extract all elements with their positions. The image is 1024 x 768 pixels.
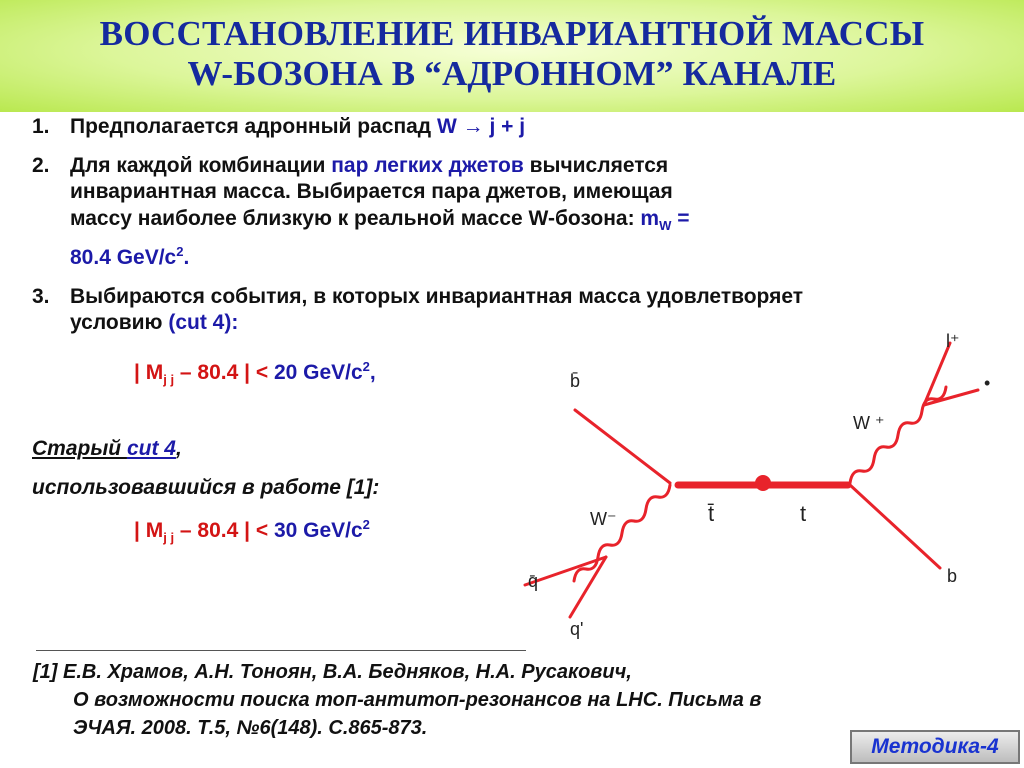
item-number: 3.	[32, 284, 50, 308]
lepton-line	[924, 343, 950, 405]
cut-value: 30 GeV/c	[268, 519, 363, 542]
mass-value: = 80.4 GeV/c	[70, 206, 690, 270]
list-item-2	[32, 153, 862, 272]
cut-lt: <	[255, 519, 269, 542]
cut-bar: |	[134, 519, 146, 542]
label-b: b	[947, 566, 958, 586]
cut-mid: – 80.4 |	[174, 361, 256, 384]
label-q-prime: q'	[570, 619, 584, 639]
reference	[33, 658, 993, 742]
method-badge	[850, 730, 1020, 764]
reference-line-2: О возможности поиска топ-антитоп-резонансов на LHC. Письма в	[73, 689, 762, 711]
item-text-cont: вычисляется инвариантная масса. Выбирается пара джетов, имеющая массу наиболее близкую к реальной массе W-бозона:	[70, 153, 673, 230]
cut-sup: 2	[362, 517, 370, 532]
old-cut-word: Старый	[32, 437, 127, 460]
feynman-diagram	[520, 325, 1020, 655]
cut-label: (cut 4):	[168, 311, 239, 335]
cut-condition-old	[134, 517, 370, 545]
w-minus-boson-wavy	[574, 485, 670, 581]
cut-sup: 2	[362, 359, 370, 374]
title-bar	[0, 0, 1024, 112]
old-cut-comma: ,	[175, 437, 182, 460]
reference-separator	[36, 650, 526, 651]
item-highlight: пар легких джетов	[331, 153, 524, 177]
mass-symbol: m	[640, 206, 660, 230]
label-q-bar: q̄	[528, 571, 539, 591]
cut-subscript: j j	[163, 530, 175, 546]
cut-subscript: j j	[163, 372, 175, 388]
reference-line-1: [1] Е.В. Храмов, А.Н. Тоноян, В.А. Бедняков, Н.А. Русакович,	[33, 661, 632, 683]
cut-mass-symbol: M	[145, 519, 164, 542]
label-t: t	[800, 501, 807, 526]
mass-superscript: 2	[176, 244, 184, 260]
cut-end: ,	[369, 361, 376, 384]
reference-line-3: ЭЧАЯ. 2008. Т.5, №6(148). С.865-873.	[73, 717, 428, 739]
item-text: Для каждой комбинации	[70, 153, 332, 177]
old-cut-name: cut 4	[126, 437, 176, 460]
item-text: Предполагается адронный распад	[70, 115, 437, 138]
cut-value: 20 GeV/c	[268, 361, 363, 384]
badge-label: Методика-4	[871, 735, 999, 758]
cut-bar: |	[134, 361, 146, 384]
mass-end: .	[183, 246, 190, 270]
label-w-plus: W ⁺	[853, 413, 885, 433]
vertex-dot	[755, 475, 771, 491]
label-t-bar: t̄	[708, 501, 715, 526]
item-number: 1.	[32, 115, 50, 138]
label-w-minus: W⁻	[590, 509, 617, 529]
cut-lt: <	[255, 361, 269, 384]
slide-title-line-2: W-БОЗОНА В “АДРОННОМ” КАНАЛЕ	[187, 54, 837, 93]
b-bar-line	[575, 410, 670, 483]
cut-mass-symbol: M	[145, 361, 164, 384]
label-b-bar: b̄	[570, 371, 581, 391]
old-cut-source: использовавшийся в работе [1]:	[32, 476, 380, 499]
item-number: 2.	[32, 153, 50, 177]
cut-mid: – 80.4 |	[174, 519, 256, 542]
numbered-list	[32, 114, 862, 349]
old-cut-label	[32, 437, 182, 461]
label-neutrino-dot: •	[984, 373, 991, 393]
item-text: Выбираются события, в которых инвариантная масса удовлетворяет условию	[70, 284, 804, 335]
label-l-plus: l⁺	[946, 331, 960, 351]
decay-formula: W → j + j	[436, 115, 526, 138]
slide-title-line-1: ВОССТАНОВЛЕНИЕ ИНВАРИАНТНОЙ МАССЫ	[99, 14, 925, 53]
list-item-1	[32, 114, 862, 141]
cut-condition-new	[134, 359, 376, 387]
b-line	[850, 485, 940, 568]
mass-subscript: W	[659, 217, 672, 233]
